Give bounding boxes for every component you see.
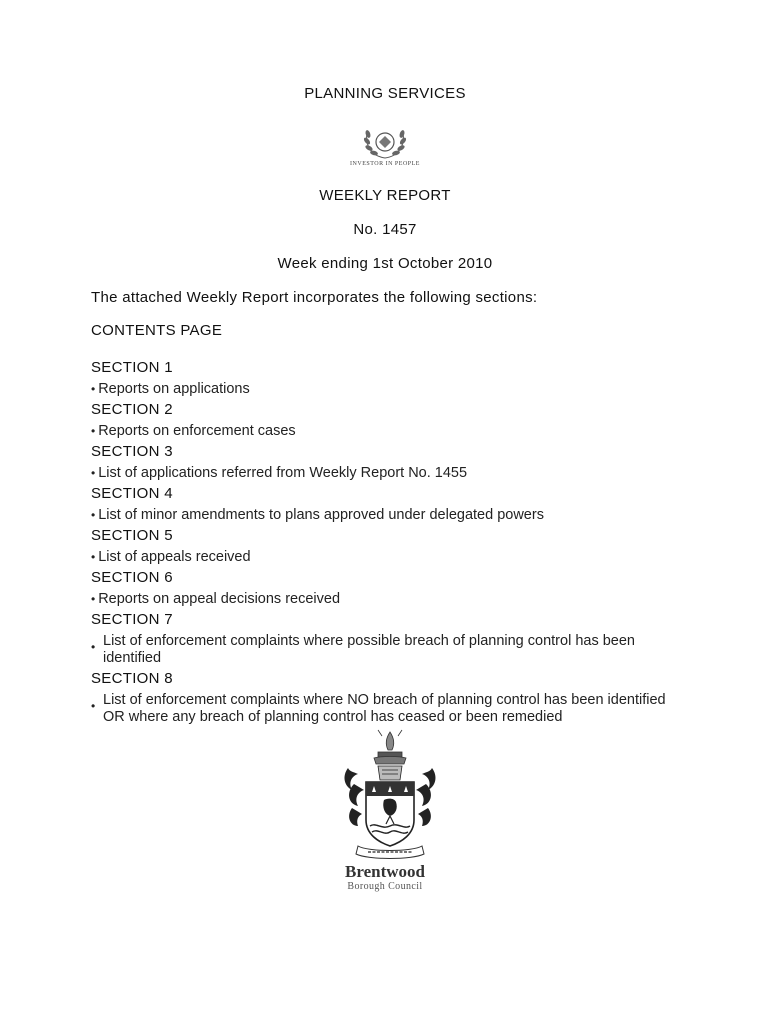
section-item-text: List of enforcement complaints where possible breach of planning control has been identified	[103, 633, 635, 666]
section-heading: SECTION 2	[91, 401, 173, 418]
section-heading: SECTION 1	[91, 359, 173, 376]
bullet-icon: •	[91, 550, 96, 564]
coat-of-arms-icon	[338, 728, 442, 862]
section-item	[91, 633, 691, 667]
section-item	[91, 420, 691, 442]
section-item	[91, 692, 691, 726]
section-item-text: List of applications referred from Weekly Report No. 1455	[98, 465, 468, 481]
bullet-icon: •	[91, 382, 96, 396]
contents-heading: CONTENTS PAGE	[91, 322, 223, 339]
bullet-icon: •	[91, 640, 96, 654]
section-heading: SECTION 3	[91, 443, 173, 460]
section-heading: SECTION 8	[91, 670, 173, 687]
bullet-icon: •	[91, 424, 96, 438]
sections-list	[91, 358, 691, 728]
bullet-icon: •	[91, 466, 96, 480]
section-item-text: Reports on appeal decisions received	[98, 591, 341, 607]
section-item	[91, 504, 691, 526]
iip-caption: INVESTOR IN PEOPLE	[350, 161, 420, 167]
bullet-icon: •	[91, 508, 96, 522]
section-heading: SECTION 7	[91, 611, 173, 628]
council-name: Brentwood	[345, 862, 425, 881]
section-item-text: List of appeals received	[98, 549, 251, 565]
council-subtitle: Borough Council	[347, 881, 423, 892]
bullet-icon: •	[91, 699, 96, 713]
report-number: No. 1457	[353, 221, 417, 238]
intro-text: The attached Weekly Report incorporates the following sections:	[91, 289, 538, 306]
laurel-wreath-icon	[355, 120, 415, 162]
section-heading: SECTION 4	[91, 485, 173, 502]
section-item-text: Reports on applications	[98, 381, 250, 397]
section-item	[91, 546, 691, 568]
section-heading: SECTION 5	[91, 527, 173, 544]
section-item-text: List of enforcement complaints where NO breach of planning control has been identified OR where any breach of planning control has ceased or been remedied	[103, 692, 666, 725]
week-ending: Week ending 1st October 2010	[277, 255, 493, 272]
report-title: WEEKLY REPORT	[319, 187, 451, 204]
section-item-text: List of minor amendments to plans approved under delegated powers	[98, 507, 544, 523]
section-item	[91, 378, 691, 400]
section-item	[91, 462, 691, 484]
report-department-title: PLANNING SERVICES	[304, 85, 466, 102]
bullet-icon: •	[91, 592, 96, 606]
section-item	[91, 588, 691, 610]
section-heading: SECTION 6	[91, 569, 173, 586]
section-item-text: Reports on enforcement cases	[98, 423, 296, 439]
